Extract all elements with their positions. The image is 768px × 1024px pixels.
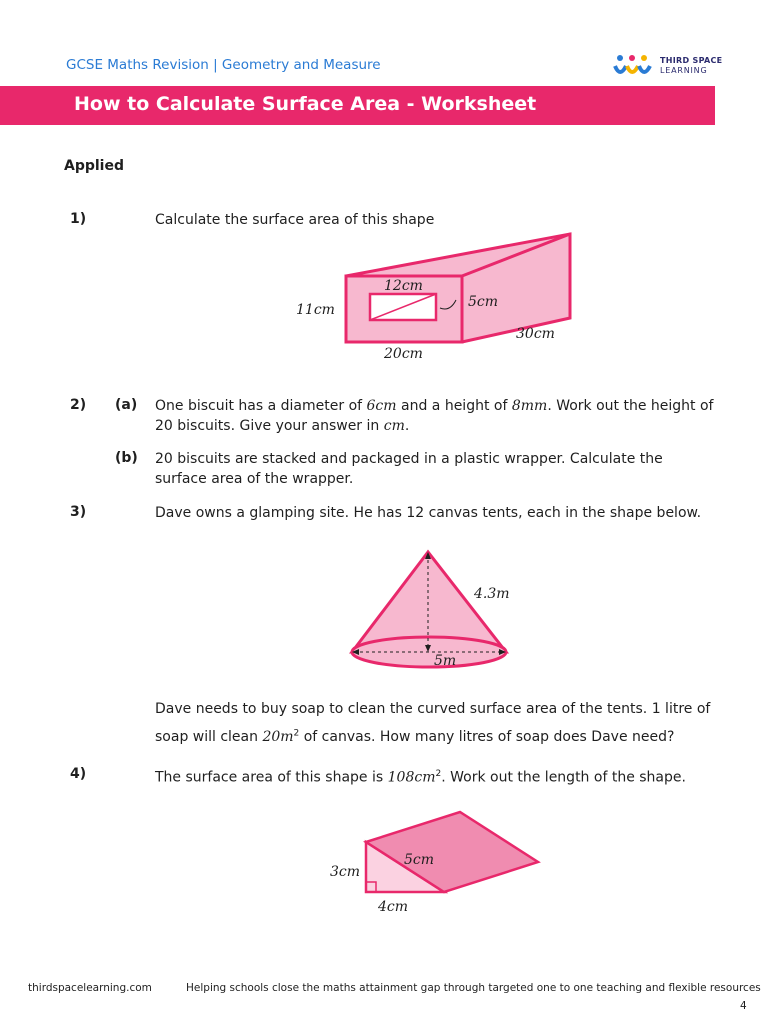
q3-followup: Dave needs to buy soap to clean the curved surface area of the tents. 1 litre of soap will clean $20m^2$ of canvas. How many litres of soap does Dave need? (155, 701, 711, 745)
label-4cm: 4cm (378, 899, 409, 915)
label-30cm: 30cm (516, 326, 555, 342)
footer-site-link[interactable]: thirdspacelearning.com (28, 982, 152, 994)
page-title: How to Calculate Surface Area - Worksheet (74, 93, 537, 115)
q2b-label: (b) (115, 450, 138, 466)
footer-tagline: Helping schools close the maths attainment gap through targeted one to one teaching and flexible resources (186, 982, 761, 994)
q4-text: The surface area of this shape is $108cm^2$. Work out the length of the shape. (155, 769, 686, 786)
q2a-label: (a) (115, 397, 138, 413)
label-12cm: 12cm (384, 278, 423, 294)
prism-diagram (320, 800, 550, 920)
q4-number: 4) (70, 766, 87, 782)
cuboid-diagram (280, 228, 600, 368)
page-number: 4 (740, 1000, 747, 1012)
q2a-text: One biscuit has a diameter of 6cm and a height of 8mm. Work out the height of 20 biscuits. Give your answer in cm. (155, 398, 714, 434)
logo-text: THIRD SPACE LEARNING (660, 56, 723, 75)
title-banner (0, 86, 715, 125)
label-11cm: 11cm (296, 302, 335, 318)
third-space-logo (612, 54, 732, 80)
label-5cm: 5cm (468, 294, 499, 310)
label-3cm: 3cm (330, 864, 361, 880)
label-4.3m: 4.3m (474, 586, 510, 602)
label-5m: 5m (434, 653, 457, 669)
q2-number: 2) (70, 397, 87, 413)
q1-number: 1) (70, 211, 87, 227)
logo-icon (612, 54, 658, 80)
label-20cm: 20cm (384, 346, 423, 362)
q2b-text: 20 biscuits are stacked and packaged in a plastic wrapper. Calculate the surface area of the wrapper. (155, 451, 663, 487)
label-5cm-hyp: 5cm (404, 852, 435, 868)
q1-text: Calculate the surface area of this shape (155, 212, 435, 228)
cone-diagram (340, 544, 540, 674)
section-heading: Applied (64, 158, 124, 174)
q3-number: 3) (70, 504, 87, 520)
breadcrumb: GCSE Maths Revision | Geometry and Measure (66, 57, 381, 73)
q3-text: Dave owns a glamping site. He has 12 canvas tents, each in the shape below. (155, 505, 702, 521)
